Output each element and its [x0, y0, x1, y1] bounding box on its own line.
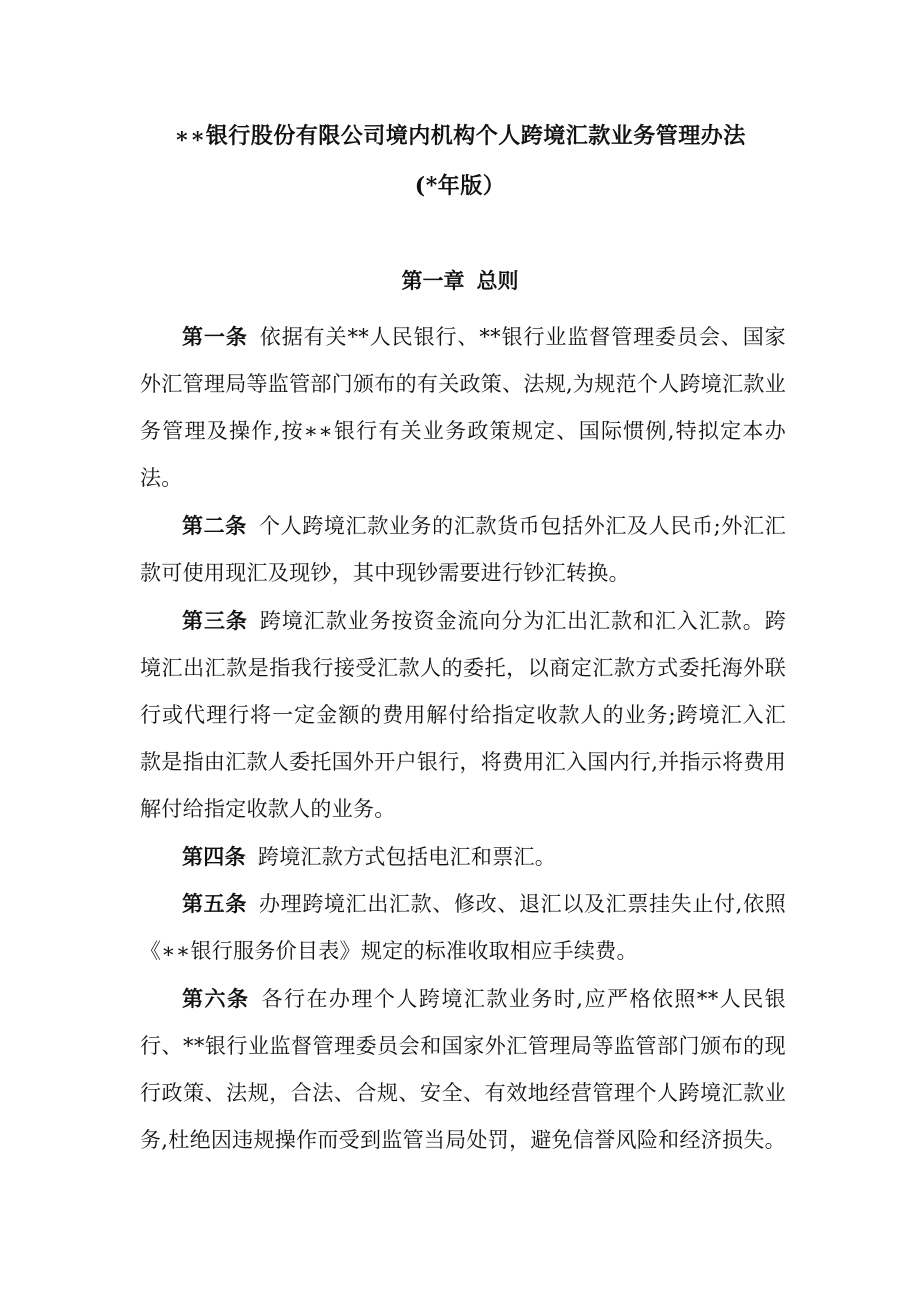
article-1 — [140, 313, 786, 502]
article-text: 各行在办理个人跨境汇款业务时,应严格依照**人民银行、**银行业监督管理委员会和国家外汇管理局等监管部门颁布的现行政策、法规，合法、合规、安全、有效地经营管理个人跨境汇款业务,杜绝因违规操作而受到监管当局处罚，避免信誉风险和经济损失。 — [140, 987, 786, 1152]
article-label: 第六条 — [182, 986, 250, 1011]
article-4 — [140, 833, 786, 881]
article-text: 跨境汇款业务按资金流向分为汇出汇款和汇入汇款。跨境汇出汇款是指我行接受汇款人的委托，以商定汇款方式委托海外联行或代理行将一定金额的费用解付给指定收款人的业务;跨境汇入汇款是指由汇款人委托国外开户银行，将费用汇入国内行,并指示将费用解付给指定收款人的业务。 — [140, 609, 786, 821]
article-text: 办理跨境汇出汇款、修改、退汇以及汇票挂失止付,依照《∗∗银行服务价目表》规定的标准收取相应手续费。 — [140, 892, 786, 963]
chapter-name: 总则 — [476, 268, 519, 293]
chapter-heading — [0, 266, 920, 296]
article-label: 第四条 — [182, 844, 246, 869]
article-6 — [140, 975, 786, 1164]
article-label: 第一条 — [182, 324, 248, 349]
article-label: 第二条 — [182, 513, 247, 538]
article-label: 第三条 — [182, 608, 248, 633]
article-label: 第五条 — [182, 891, 248, 916]
article-2 — [140, 502, 786, 597]
document-subtitle: (*年版） — [414, 173, 506, 199]
document-title: ∗∗银行股份有限公司境内机构个人跨境汇款业务管理办法 — [174, 123, 746, 149]
article-5 — [140, 880, 786, 975]
article-text: 依据有关**人民银行、**银行业监督管理委员会、国家外汇管理局等监管部门颁布的有关政策、法规,为规范个人跨境汇款业务管理及操作,按∗∗银行有关业务政策规定、国际惯例,特拟定本办法。 — [140, 325, 786, 490]
chapter-number: 第一章 — [401, 268, 465, 293]
article-3 — [140, 597, 786, 833]
article-text: 个人跨境汇款业务的汇款货币包括外汇及人民币;外汇汇款可使用现汇及现钞，其中现钞需要进行钞汇转换。 — [140, 514, 786, 585]
article-text: 跨境汇款方式包括电汇和票汇。 — [257, 845, 557, 869]
